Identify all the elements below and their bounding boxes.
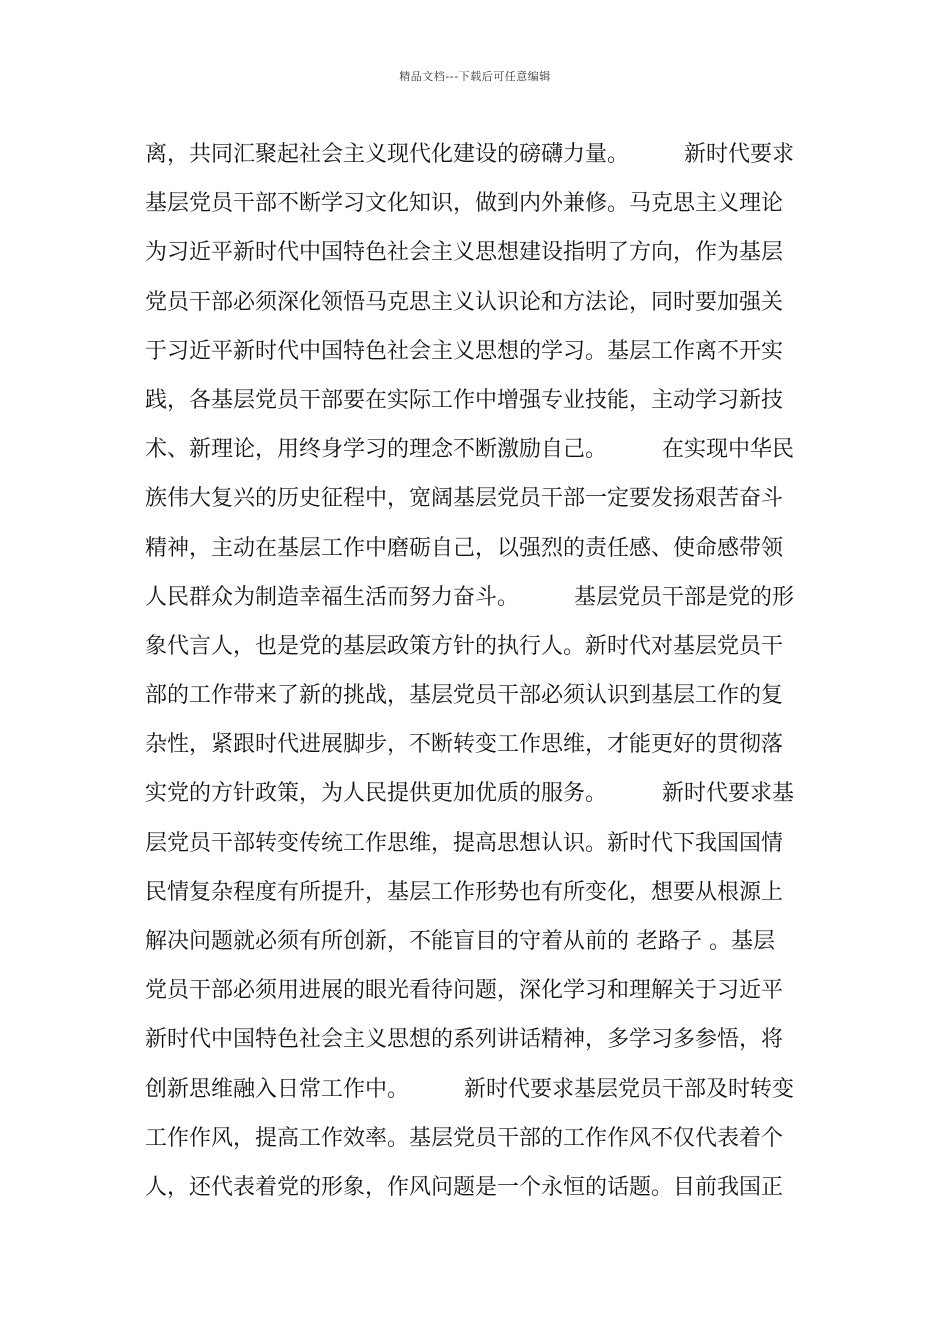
text-line: 族伟大复兴的历史征程中，宽阔基层党员干部一定要发扬艰苦奋斗	[145, 486, 784, 512]
text-line: 新时代中国特色社会主义思想的系列讲话精神，多学习多参悟，将	[145, 1027, 784, 1053]
text-line: 为习近平新时代中国特色社会主义思想建设指明了方向，作为基层	[145, 240, 784, 266]
text-line: 象代言人，也是党的基层政策方针的执行人。新时代对基层党员干	[145, 633, 784, 659]
text-line: 创新思维融入日常工作中。 新时代要求基层党员干部及时转变	[145, 1076, 795, 1102]
page-header: 精品文档---下载后可任意编辑	[399, 70, 551, 83]
text-line: 解决问题就必须有所创新，不能盲目的守着从前的 老路子 。基层	[145, 929, 775, 954]
text-line: 工作作风，提高工作效率。基层党员干部的工作作风不仅代表着个	[145, 1125, 784, 1151]
text-line: 离，共同汇聚起社会主义现代化建设的磅礴力量。 新时代要求	[145, 142, 795, 167]
text-line: 层党员干部转变传统工作思维，提高思想认识。新时代下我国国情	[145, 830, 784, 856]
text-line: 党员干部必须用进展的眼光看待问题，深化学习和理解关于习近平	[145, 978, 784, 1004]
text-line: 杂性，紧跟时代进展脚步，不断转变工作思维，才能更好的贯彻落	[145, 732, 784, 758]
text-line: 人，还代表着党的形象，作风问题是一个永恒的话题。目前我国正	[145, 1174, 784, 1200]
text-line: 术、新理论，用终身学习的理念不断激励自己。 在实现中华民	[145, 437, 795, 463]
text-line: 人民群众为制造幸福生活而努力奋斗。 基层党员干部是党的形	[145, 584, 795, 610]
text-line: 精神，主动在基层工作中磨砺自己，以强烈的责任感、使命感带领	[145, 535, 784, 561]
text-line: 践，各基层党员干部要在实际工作中增强专业技能，主动学习新技	[145, 387, 784, 413]
body-text	[145, 130, 810, 1212]
text-line: 部的工作带来了新的挑战，基层党员干部必须认识到基层工作的复	[145, 683, 784, 709]
text-line: 党员干部必须深化领悟马克思主义认识论和方法论，同时要加强关	[145, 289, 784, 315]
text-line: 实党的方针政策，为人民提供更加优质的服务。 新时代要求基	[145, 781, 795, 807]
text-line: 基层党员干部不断学习文化知识，做到内外兼修。马克思主义理论	[145, 191, 784, 217]
text-line: 民情复杂程度有所提升，基层工作形势也有所变化，想要从根源上	[145, 879, 784, 905]
text-line: 于习近平新时代中国特色社会主义思想的学习。基层工作离不开实	[145, 338, 784, 364]
